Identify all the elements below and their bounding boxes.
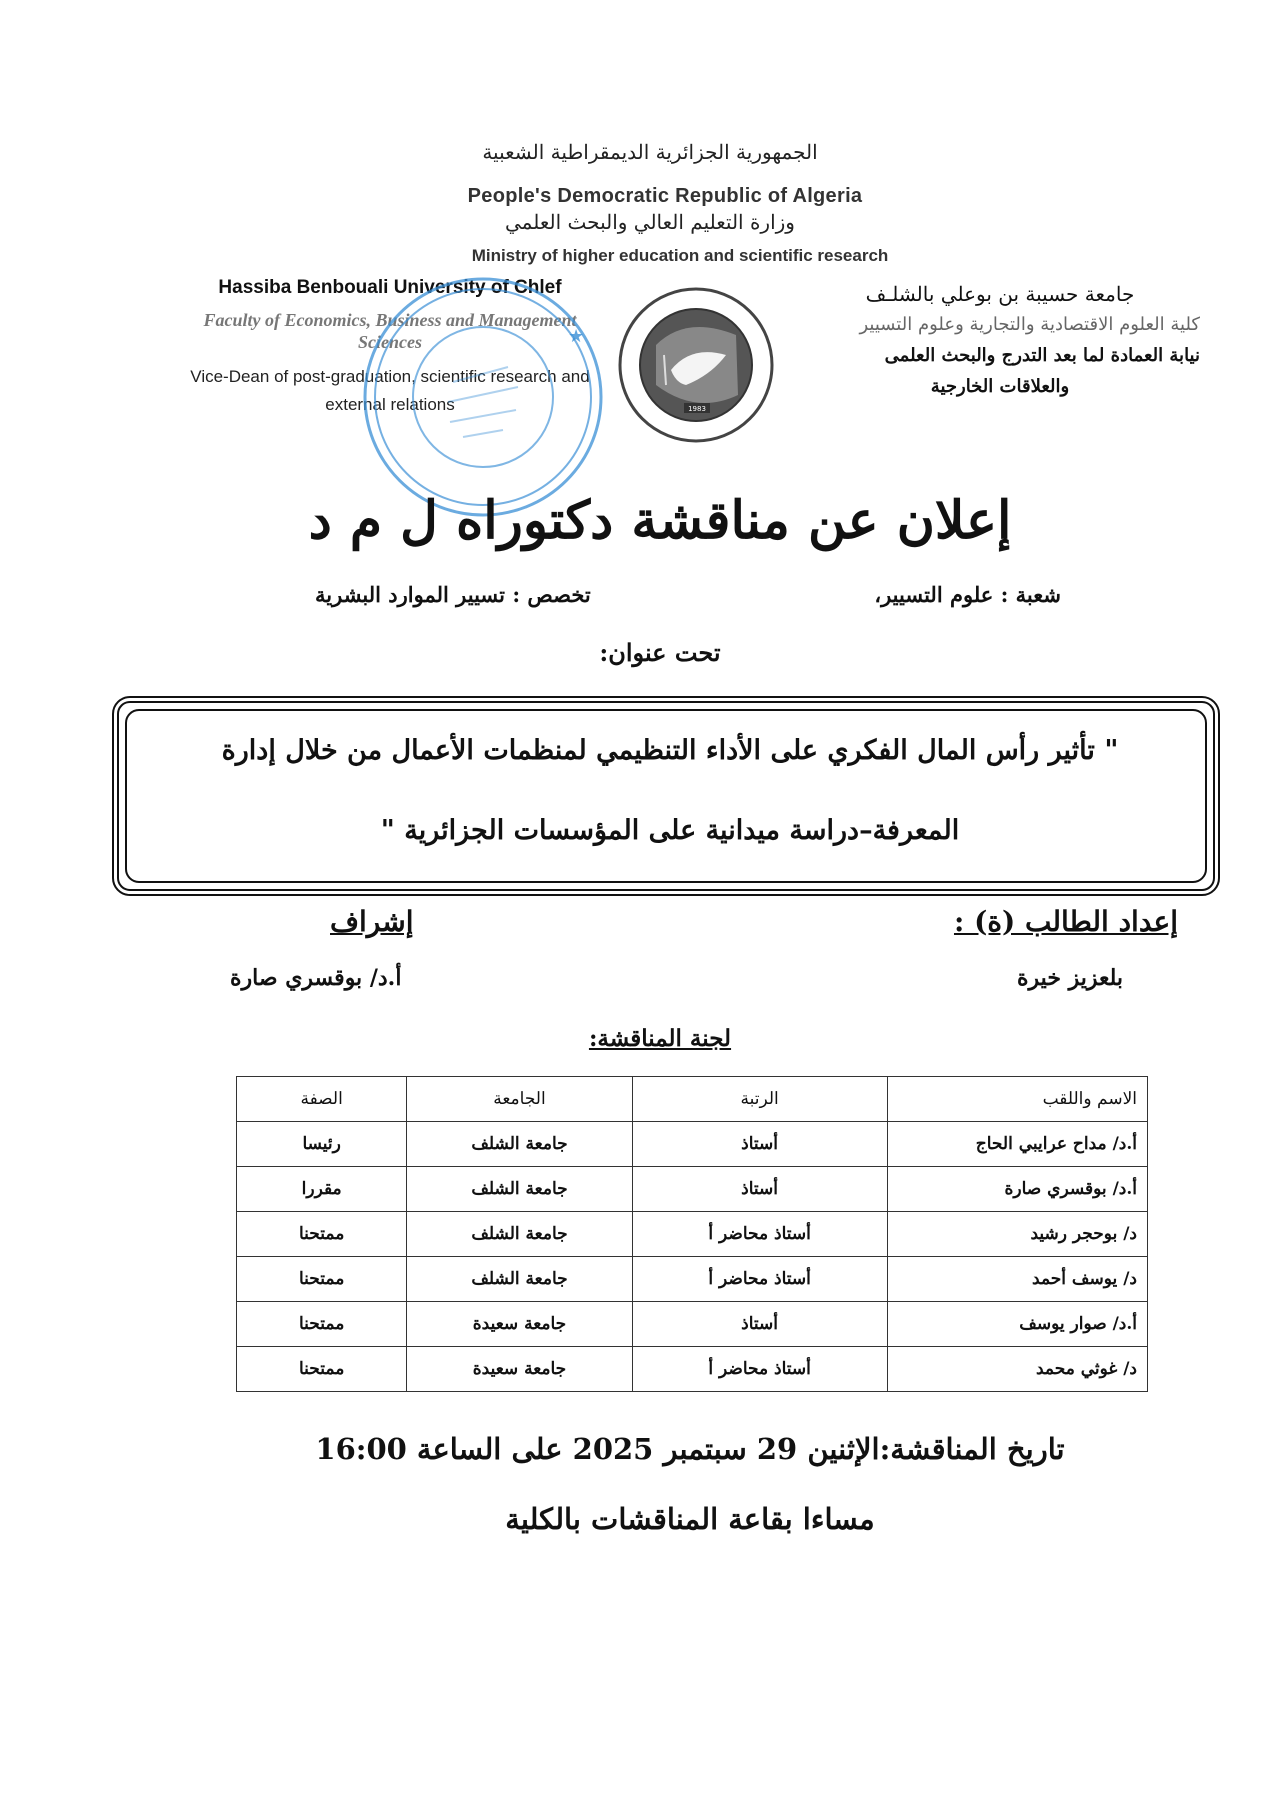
committee-label: لجنة المناقشة:	[588, 1025, 732, 1052]
supervisor-name: أ.د/ بوقسري صارة	[230, 965, 402, 991]
member-name: د/ بوحجر رشيد	[887, 1212, 1147, 1257]
supervision-label: إشراف	[330, 905, 414, 938]
specialty-field: تخصص : تسيير الموارد البشرية	[315, 582, 591, 607]
committee-table	[236, 1076, 1148, 1392]
header-role: الصفة	[237, 1077, 407, 1122]
thesis-title-box	[112, 696, 1220, 896]
member-rank: أستاذ	[632, 1302, 887, 1347]
defense-date: تاريخ المناقشة:الإثنين 29 سبتمبر 2025 على الساعة 16:00	[315, 1432, 1065, 1466]
university-arabic-block	[800, 282, 1200, 397]
vice-dean-english: Vice-Dean of post-graduation, scientific research and external relations	[190, 367, 590, 414]
member-role: ممتحنا	[237, 1257, 407, 1302]
thesis-title-line2: المعرفة–دراسة ميدانية على المؤسسات الجزائرية "	[380, 815, 960, 846]
member-name: د/ يوسف أحمد	[887, 1257, 1147, 1302]
member-rank: أستاذ محاضر أ	[632, 1212, 887, 1257]
table-row	[237, 1257, 1148, 1302]
header-rank: الرتبة	[632, 1077, 887, 1122]
table-row	[237, 1347, 1148, 1392]
defense-place: مساءا بقاعة المناقشات بالكلية	[505, 1502, 875, 1536]
member-rank: أستاذ	[632, 1122, 887, 1167]
svg-text:★: ★	[568, 326, 585, 347]
member-university: جامعة سعيدة	[407, 1302, 632, 1347]
member-role: ممتحنا	[237, 1347, 407, 1392]
vice-dean-arabic-line2: والعلاقات الخارجية	[930, 376, 1070, 397]
member-university: جامعة الشلف	[407, 1212, 632, 1257]
ministry-english: Ministry of higher education and scientific research	[471, 246, 889, 265]
table-row	[237, 1167, 1148, 1212]
republic-english: People's Democratic Republic of Algeria	[467, 185, 863, 207]
member-role: رئيسا	[237, 1122, 407, 1167]
announcement-title: إعلان عن مناقشة دكتوراه ل م د	[308, 490, 1012, 551]
member-university: جامعة الشلف	[407, 1257, 632, 1302]
faculty-name-arabic: كلية العلوم الاقتصادية والتجارية وعلوم التسيير	[859, 314, 1200, 335]
table-header-row	[237, 1077, 1148, 1122]
faculty-name-english: Faculty of Economics, Business and Management Sciences	[203, 310, 577, 352]
member-university: جامعة الشلف	[407, 1122, 632, 1167]
member-university: جامعة الشلف	[407, 1167, 632, 1212]
student-name: بلعزيز خيرة	[1017, 965, 1123, 991]
under-title-label: تحت عنوان:	[599, 638, 721, 667]
logo-year: 1983	[688, 405, 706, 413]
table-row	[237, 1212, 1148, 1257]
member-rank: أستاذ محاضر أ	[632, 1257, 887, 1302]
official-stamp	[358, 272, 608, 522]
university-name-arabic: جامعة حسيبة بن بوعلي بالشلـف	[865, 282, 1135, 306]
vice-dean-arabic-line1: نيابة العمادة لما بعد التدرج والبحث العلمى	[884, 345, 1200, 366]
member-name: أ.د/ بوقسري صارة	[887, 1167, 1147, 1212]
member-name: أ.د/ صوار يوسف	[887, 1302, 1147, 1347]
table-row	[237, 1302, 1148, 1347]
republic-arabic: الجمهورية الجزائرية الديمقراطية الشعبية	[482, 140, 818, 164]
member-role: ممتحنا	[237, 1212, 407, 1257]
ministry-arabic: وزارة التعليم العالي والبحث العلمي	[505, 210, 795, 234]
university-logo	[616, 285, 776, 445]
university-name-english: Hassiba Benbouali University of Chlef	[218, 277, 562, 298]
branch-field: شعبة : علوم التسيير،	[874, 582, 1061, 607]
header-university: الجامعة	[407, 1077, 632, 1122]
header-name: الاسم واللقب	[887, 1077, 1147, 1122]
member-role: مقررا	[237, 1167, 407, 1212]
member-rank: أستاذ محاضر أ	[632, 1347, 887, 1392]
member-rank: أستاذ	[632, 1167, 887, 1212]
member-name: د/ غوثي محمد	[887, 1347, 1147, 1392]
prepared-by-label: إعداد الطالب (ة) :	[953, 905, 1178, 938]
table-row	[237, 1122, 1148, 1167]
member-university: جامعة سعيدة	[407, 1347, 632, 1392]
thesis-title-line1: " تأثير رأس المال الفكري على الأداء التنظيمي لمنظمات الأعمال من خلال إدارة	[221, 735, 1119, 766]
member-name: أ.د/ مداح عرايبي الحاج	[887, 1122, 1147, 1167]
member-role: ممتحنا	[237, 1302, 407, 1347]
